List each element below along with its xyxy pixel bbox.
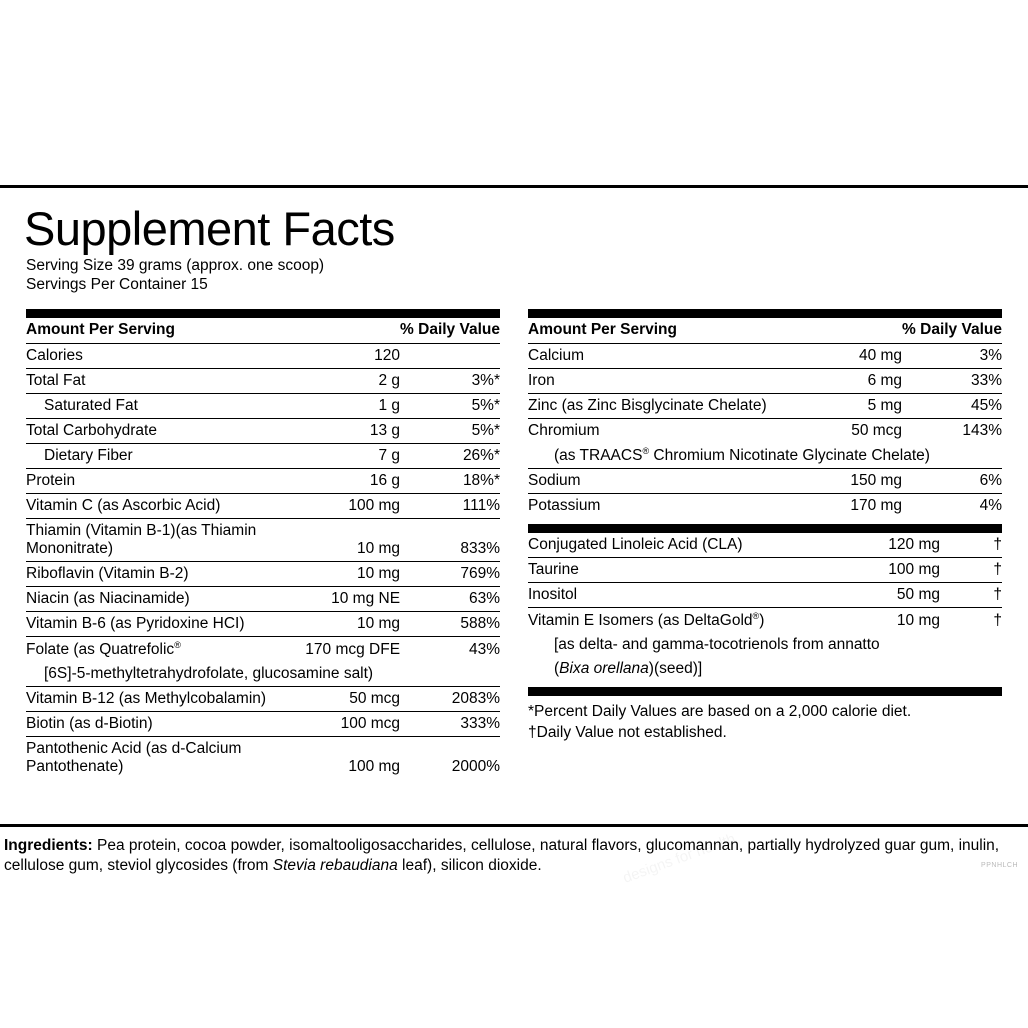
- nutrient-amount: 10 mg: [305, 562, 400, 587]
- nutrient-name: Vitamin E Isomers (as DeltaGold®): [528, 611, 765, 630]
- nutrient-name: Calcium: [528, 344, 835, 369]
- continuation-post: )(seed)]: [648, 660, 703, 678]
- nutrient-dv: 2000%: [451, 758, 500, 776]
- nutrient-name: Potassium: [528, 497, 601, 515]
- header-amount-per-serving: Amount Per Serving: [26, 318, 305, 344]
- nutrient-name: Taurine: [528, 558, 866, 583]
- product-code: PPNHLCH: [981, 862, 1018, 869]
- table-row: [528, 394, 1002, 419]
- nutrient-amount: 120 mg: [866, 533, 940, 558]
- nutrient-dv: †: [940, 533, 1002, 558]
- nutrient-dv: 3%: [902, 344, 1002, 369]
- nutrient-name-continuation: [6S]-5-methyltetrahydrofolate, glucosamine salt): [26, 662, 500, 687]
- nutrient-dv: 5%*: [400, 394, 500, 419]
- nutrient-dv: †: [940, 558, 1002, 583]
- nutrient-dv: 26%*: [400, 444, 500, 469]
- table-row: [26, 369, 500, 394]
- nutrient-dv: 2083%: [400, 687, 500, 712]
- nutrient-amount: 50 mcg: [851, 422, 903, 440]
- nutrient-dv: †: [993, 612, 1002, 630]
- ingredients-label: Ingredients:: [4, 837, 93, 854]
- facts-column-right: [514, 309, 1002, 779]
- table-row: [528, 533, 1002, 558]
- ingredients-divider: [0, 824, 1028, 827]
- nutrient-name: Vitamin C (as Ascorbic Acid): [26, 494, 305, 519]
- nutrient-amount: 6 mg: [835, 369, 902, 394]
- nutrient-amount: 40 mg: [835, 344, 902, 369]
- nutrient-name: Iron: [528, 369, 835, 394]
- table-row: [26, 562, 500, 587]
- nutrient-name: Folate (as Quatrefolic®: [26, 640, 181, 659]
- nutrient-dv: 111%: [400, 494, 500, 519]
- nutrient-table-left: [26, 318, 500, 779]
- table-header-row: [26, 318, 500, 344]
- nutrient-name: Conjugated Linoleic Acid (CLA): [528, 533, 866, 558]
- nutrient-name: Zinc (as Zinc Bisglycinate Chelate): [528, 394, 835, 419]
- nutrient-amount: 50 mg: [866, 583, 940, 608]
- column-rule-thick: [528, 309, 1002, 318]
- header-spacer: [835, 318, 902, 344]
- nutrient-amount: 7 g: [305, 444, 400, 469]
- header-daily-value: % Daily Value: [902, 318, 1002, 344]
- nutrient-name: Total Fat: [26, 369, 305, 394]
- nutrient-amount: 10 mg: [305, 519, 400, 562]
- table-row: [26, 737, 500, 780]
- supplement-facts-panel: [0, 185, 1028, 779]
- continuation-pre: (: [554, 660, 560, 678]
- nutrient-name: Calories: [26, 344, 305, 369]
- nutrient-amount: 170 mcg DFE: [305, 641, 401, 659]
- nutrient-name: Riboflavin (Vitamin B-2): [26, 562, 305, 587]
- nutrient-dv: 43%: [468, 641, 500, 659]
- ingredients-text-part1: Pea protein, cocoa powder, isomaltooligosaccharides, cellulose, natural flavors, glucomannan, partially hydrolyzed guar gum, inulin, cellulose gum, steviol glycosides (from: [4, 837, 1000, 874]
- nutrient-name: Vitamin B-12 (as Methylcobalamin): [26, 687, 305, 712]
- table-row: [26, 687, 500, 712]
- nutrient-amount: 100 mg: [866, 558, 940, 583]
- nutrient-dv: 18%*: [400, 469, 500, 494]
- nutrient-dv: 6%: [902, 469, 1002, 494]
- nutrient-amount: 120: [305, 344, 400, 369]
- table-row: [528, 344, 1002, 369]
- table-row: [26, 344, 500, 369]
- table-row: [26, 712, 500, 737]
- nutrient-name-continuation: [as delta- and gamma-tocotrienols from annatto: [554, 636, 880, 654]
- nutrient-name-continuation-2: [528, 657, 1002, 681]
- nutrient-name: Vitamin B-6 (as Pyridoxine HCI): [26, 612, 305, 637]
- nutrient-name: Total Carbohydrate: [26, 419, 305, 444]
- table-row-continuation: [528, 443, 1002, 469]
- nutrient-dv: 4%: [979, 497, 1002, 515]
- header-spacer: [305, 318, 400, 344]
- nutrient-amount: 100 mg: [348, 758, 401, 776]
- ingredients-italic: Stevia rebaudiana: [272, 856, 398, 874]
- table-row: [26, 494, 500, 519]
- table-row: [528, 369, 1002, 394]
- nutrient-dv: 833%: [400, 519, 500, 562]
- continuation-italic: Bixa orellana: [559, 660, 649, 678]
- nutrient-dv: 143%: [962, 422, 1002, 440]
- nutrient-amount: 1 g: [305, 394, 400, 419]
- nutrient-amount: 170 mg: [850, 497, 903, 515]
- nutrient-name: Saturated Fat: [26, 394, 305, 419]
- table-row: [528, 419, 1002, 444]
- table-row-continuation: [26, 662, 500, 687]
- nutrient-dv: †: [940, 583, 1002, 608]
- table-row: [26, 469, 500, 494]
- nutrient-amount: 10 mg NE: [305, 587, 400, 612]
- table-row: [26, 637, 500, 663]
- nutrient-amount: 100 mcg: [305, 712, 400, 737]
- nutrient-table-right-other: [528, 533, 1002, 681]
- table-row: [26, 394, 500, 419]
- footnote-divider-thick: [528, 687, 1002, 696]
- nutrient-dv: 63%: [400, 587, 500, 612]
- header-daily-value: % Daily Value: [400, 318, 500, 344]
- nutrient-dv: 5%*: [400, 419, 500, 444]
- header-amount-per-serving: Amount Per Serving: [528, 318, 835, 344]
- footnote-percent-dv: *Percent Daily Values are based on a 2,000 calorie diet.: [528, 703, 912, 721]
- nutrient-amount: 13 g: [305, 419, 400, 444]
- page-title: Supplement Facts: [24, 202, 395, 255]
- table-row: [528, 558, 1002, 583]
- column-divider-thick: [528, 524, 1002, 533]
- table-row: [528, 469, 1002, 494]
- nutrient-name: Pantothenic Acid (as d-Calcium Pantothenate): [26, 740, 242, 776]
- table-row-continuation: [528, 657, 1002, 681]
- servings-per-container: Servings Per Container 15: [26, 276, 208, 294]
- nutrient-name: Niacin (as Niacinamide): [26, 587, 305, 612]
- nutrient-dv: [400, 344, 500, 369]
- nutrient-dv: 769%: [400, 562, 500, 587]
- table-row: [528, 608, 1002, 634]
- nutrient-dv: 33%: [902, 369, 1002, 394]
- nutrient-name-continuation: (as TRAACS® Chromium Nicotinate Glycinate Chelate): [528, 443, 1002, 469]
- ingredients-section: [0, 828, 1028, 876]
- panel-top-rule: [0, 185, 1028, 188]
- nutrient-name: Chromium: [528, 422, 600, 440]
- nutrient-name: Biotin (as d-Biotin): [26, 712, 305, 737]
- facts-columns: [14, 309, 1014, 779]
- nutrient-amount: 2 g: [305, 369, 400, 394]
- nutrient-amount: 10 mg: [896, 612, 940, 630]
- nutrient-dv: 588%: [400, 612, 500, 637]
- table-row-continuation: [528, 633, 1002, 657]
- nutrient-name: Dietary Fiber: [26, 444, 305, 469]
- table-row: [26, 612, 500, 637]
- nutrient-amount: 16 g: [305, 469, 400, 494]
- nutrient-name: Thiamin (Vitamin B-1)(as Thiamin Mononitrate): [26, 519, 305, 562]
- serving-size: Serving Size 39 grams (approx. one scoop): [26, 257, 325, 275]
- nutrient-amount: 100 mg: [305, 494, 400, 519]
- table-row: [528, 583, 1002, 608]
- nutrient-dv: 333%: [400, 712, 500, 737]
- nutrient-amount: 50 mcg: [305, 687, 400, 712]
- column-rule-thick: [26, 309, 500, 318]
- nutrient-name: Inositol: [528, 583, 866, 608]
- nutrient-amount: 150 mg: [835, 469, 902, 494]
- table-header-row: [528, 318, 1002, 344]
- table-row: [26, 419, 500, 444]
- facts-column-left: [26, 309, 514, 779]
- nutrient-amount: 10 mg: [305, 612, 400, 637]
- footnote-dv-not-established: †Daily Value not established.: [528, 723, 727, 741]
- table-row: [26, 444, 500, 469]
- nutrient-name: Protein: [26, 469, 305, 494]
- nutrient-table-right-minerals: [528, 318, 1002, 518]
- nutrient-dv: 45%: [902, 394, 1002, 419]
- nutrient-name: Sodium: [528, 469, 835, 494]
- table-row: [528, 494, 1002, 519]
- table-row: [26, 519, 500, 562]
- nutrient-dv: 3%*: [400, 369, 500, 394]
- table-row: [26, 587, 500, 612]
- ingredients-text-part2: leaf), silicon dioxide.: [397, 856, 542, 874]
- nutrient-amount: 5 mg: [835, 394, 902, 419]
